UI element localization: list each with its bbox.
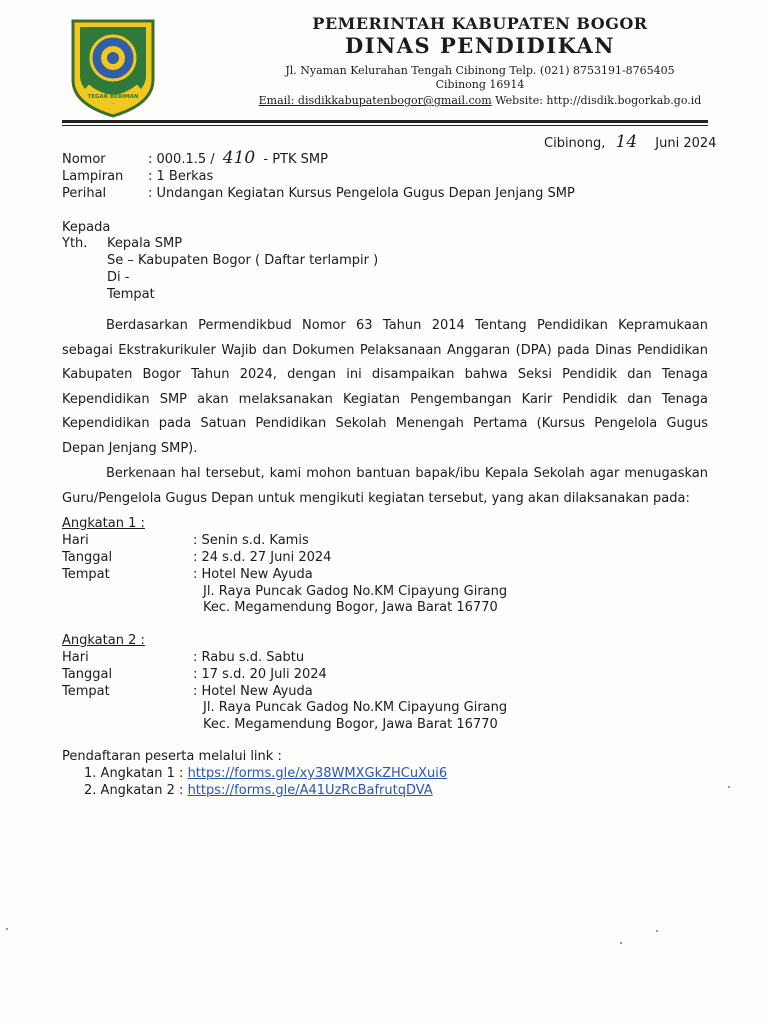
- letterhead-rule-thick: [62, 120, 708, 123]
- nomor-suffix: - PTK SMP: [263, 152, 328, 167]
- contact-line: [240, 94, 720, 107]
- scan-speck: [6, 928, 8, 930]
- scan-speck: [620, 942, 622, 944]
- body-paragraph-2-text: Berkenaan hal tersebut, kami mohon bantuan bapak/ibu Kepala Sekolah agar menugaskan Guru/Pengelola Gugus Depan untuk mengikuti kegiatan tersebut, yang akan dilaksanakan pada:: [62, 466, 708, 506]
- batch-2-tempat-label: Tempat: [62, 684, 110, 699]
- scan-speck: [728, 786, 730, 788]
- date-line: [544, 134, 716, 152]
- batch-2-tempat-value: : Hotel New Ayuda: [193, 684, 313, 699]
- date-day-handwritten: 14: [615, 132, 638, 152]
- batch-1-tempat-value: : Hotel New Ayuda: [193, 567, 313, 582]
- body-paragraph-2: [62, 462, 708, 511]
- batch-1-tanggal-value: : 24 s.d. 27 Juni 2024: [193, 550, 332, 565]
- logo-motto: TEGAR BERIMAN: [87, 94, 139, 100]
- letterhead-rule-thin: [62, 125, 708, 126]
- registration-intro: Pendaftaran peserta melalui link :: [62, 749, 282, 764]
- department-name: DINAS PENDIDIKAN: [345, 33, 615, 58]
- recipient-line-3: Di -: [107, 270, 130, 285]
- email-text: Email: disdikkabupatenbogor@gmail.com: [258, 94, 492, 107]
- batch-2-hari-value: : Rabu s.d. Sabtu: [193, 650, 305, 665]
- registration-item: [84, 766, 447, 782]
- nomor-prefix: : 000.1.5 /: [148, 152, 215, 167]
- kepada-label: Kepada: [62, 220, 111, 235]
- date-place: Cibinong,: [544, 136, 606, 151]
- batch-2-address-2: Kec. Megamendung Bogor, Jawa Barat 16770: [203, 717, 498, 732]
- registration-link-batch-1[interactable]: https://forms.gle/xy38WMXGkZHCuXui6: [187, 766, 448, 781]
- letterhead: [180, 14, 720, 107]
- nomor-handwritten: 410: [222, 148, 256, 168]
- recipient-line-2: Se – Kabupaten Bogor ( Daftar terlampir ): [107, 253, 379, 268]
- government-name: PEMERINTAH KABUPATEN BOGOR: [312, 14, 648, 33]
- website-text: Website: http://disdik.bogorkab.go.id: [495, 94, 702, 107]
- registration-item-label: Angkatan 1 :: [100, 766, 184, 781]
- registration-item-number: 1.: [84, 766, 97, 781]
- perihal-value: : Undangan Kegiatan Kursus Pengelola Gugus Depan Jenjang SMP: [148, 186, 575, 201]
- batch-2-address-1: Jl. Raya Puncak Gadog No.KM Cipayung Girang: [203, 700, 508, 715]
- recipient-line-4: Tempat: [107, 287, 155, 302]
- lampiran-label: Lampiran: [62, 169, 124, 184]
- batch-1-address-1: Jl. Raya Puncak Gadog No.KM Cipayung Girang: [203, 584, 508, 599]
- batch-1-address-2: Kec. Megamendung Bogor, Jawa Barat 16770: [203, 600, 498, 615]
- registration-item: [84, 783, 433, 799]
- office-city: Cibinong 16914: [435, 78, 525, 91]
- batch-1-hari-value: : Senin s.d. Kamis: [193, 533, 309, 548]
- registration-item-number: 2.: [84, 783, 97, 798]
- batch-2-hari-label: Hari: [62, 650, 89, 665]
- body-paragraph-1: [62, 314, 708, 461]
- office-address: Jl. Nyaman Kelurahan Tengah Cibinong Telp. (021) 8753191-8765405: [285, 64, 675, 77]
- batch-2-tanggal-label: Tanggal: [62, 667, 113, 682]
- body-paragraph-1-text: Berdasarkan Permendikbud Nomor 63 Tahun 2014 Tentang Pendidikan Kepramukaan sebagai Ekstrakurikuler Wajib dan Dokumen Pelaksanaan Anggaran (DPA) pada Dinas Pendidikan Kabupaten Bogor Tahun 2024, dengan ini disampaikan bahwa Seksi Pendidik dan Tenaga Kependidikan SMP akan melaksanakan Kegiatan Pengembangan Karir Pendidik dan Tenaga Kependidikan pada Satuan Pendidikan Sekolah Menengah Pertama (Kursus Pengelola Gugus Depan Jenjang SMP).: [62, 318, 708, 456]
- batch-1-title: Angkatan 1 :: [62, 516, 145, 531]
- batch-2-title: Angkatan 2 :: [62, 633, 145, 648]
- batch-1-tempat-label: Tempat: [62, 567, 110, 582]
- lampiran-value: : 1 Berkas: [148, 169, 214, 184]
- nomor-value: [148, 150, 328, 168]
- bogor-regency-logo: [70, 18, 156, 118]
- batch-1-tanggal-label: Tanggal: [62, 550, 113, 565]
- date-month-year: Juni 2024: [655, 136, 717, 151]
- perihal-label: Perihal: [62, 186, 107, 201]
- yth-label: Yth.: [62, 236, 88, 251]
- batch-1-hari-label: Hari: [62, 533, 89, 548]
- batch-2-tanggal-value: : 17 s.d. 20 Juli 2024: [193, 667, 327, 682]
- registration-item-label: Angkatan 2 :: [100, 783, 184, 798]
- registration-link-batch-2[interactable]: https://forms.gle/A41UzRcBafrutqDVA: [187, 783, 433, 798]
- scan-speck: [656, 930, 658, 932]
- nomor-label: Nomor: [62, 152, 106, 167]
- recipient-line-1: Kepala SMP: [107, 236, 183, 251]
